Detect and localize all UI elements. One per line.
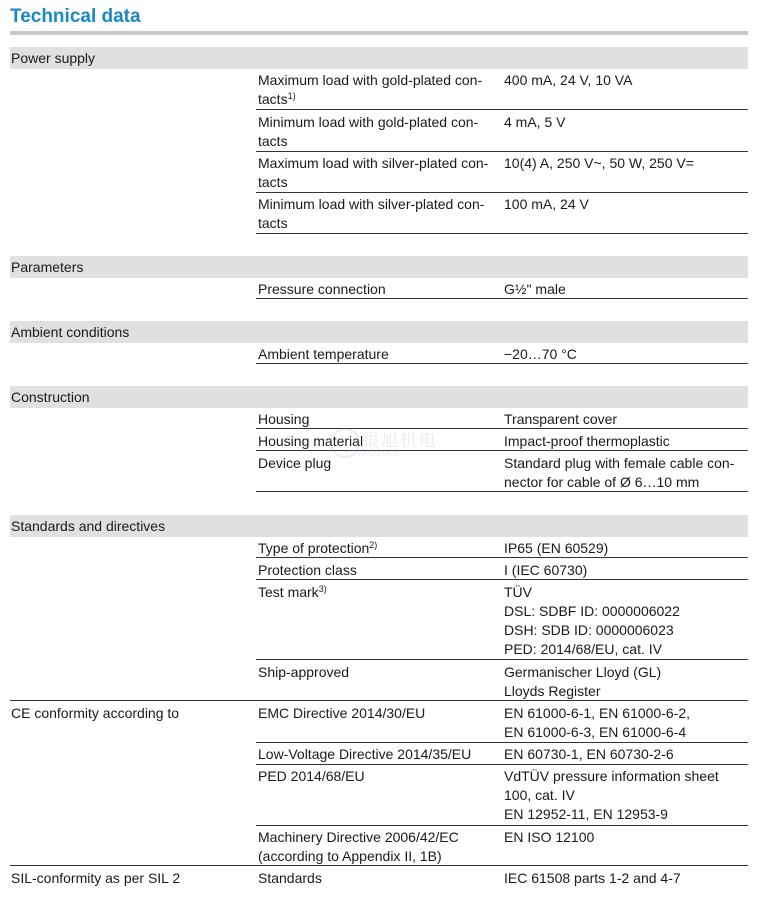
spec-value-protection-class: I (IEC 60730) <box>504 562 588 578</box>
spec-label-max-load-silver: Maximum load with silver-plated con- tacts <box>258 155 489 190</box>
spec-value-housing-material: Impact-proof thermoplastic <box>504 433 670 449</box>
spec-value-housing: Transparent cover <box>504 411 618 427</box>
section-title: Parameters <box>11 259 84 275</box>
watermark-cn-text: 银旭机电 <box>362 431 438 451</box>
spec-label-min-load-silver: Minimum load with silver-plated con- tacts <box>258 196 485 231</box>
side-label-sil-conformity: SIL-conformity as per SIL 2 <box>11 870 181 886</box>
row-divider <box>256 764 748 765</box>
spec-value-low-voltage-directive: EN 60730-1, EN 60730-2-6 <box>504 746 674 762</box>
section-title: Construction <box>11 389 90 405</box>
spec-value-device-plug: Standard plug with female cable con- nector for cable of Ø 6…10 mm <box>504 455 735 490</box>
side-label-ce-conformity: CE conformity according to <box>11 705 180 721</box>
row-divider <box>256 825 748 826</box>
spec-label-emc-directive: EMC Directive 2014/30/EU <box>258 705 426 721</box>
spec-value-emc-directive: EN 61000-6-1, EN 61000-6-2, EN 61000-6-3, EN 61000-6-4 <box>504 705 690 740</box>
section-header-parameters <box>10 256 748 278</box>
row-divider <box>10 700 748 701</box>
section-header-construction <box>10 386 748 408</box>
spec-label-max-load-gold: Maximum load with gold-plated con- tacts$^{1)}$ <box>258 72 483 107</box>
spec-value-ped-directive: VdTÜV pressure information sheet 100, cat. IV EN 12952-11, EN 12953-9 <box>504 768 719 822</box>
row-divider <box>256 151 748 152</box>
page-title: Technical data <box>10 6 141 27</box>
row-divider <box>10 865 748 866</box>
spec-value-ambient-temperature: −20…70 °C <box>504 346 577 362</box>
row-divider <box>256 579 748 580</box>
spec-value-machinery-directive: EN ISO 12100 <box>504 829 595 845</box>
footnote-marker: 3) <box>318 584 327 594</box>
section-header-power-supply <box>10 47 748 69</box>
spec-label-ambient-temperature: Ambient temperature <box>258 346 389 362</box>
spec-value-sil-standards: IEC 61508 parts 1-2 and 4-7 <box>504 870 681 886</box>
row-divider <box>256 491 748 492</box>
row-divider <box>256 742 748 743</box>
section-header-standards <box>10 515 748 537</box>
spec-label-ped-directive: PED 2014/68/EU <box>258 768 365 784</box>
spec-value-max-load-silver: 10(4) A, 250 V~, 50 W, 250 V= <box>504 155 694 171</box>
spec-label-low-voltage-directive: Low-Voltage Directive 2014/35/EU <box>258 746 472 762</box>
row-divider <box>256 557 748 558</box>
section-title: Ambient conditions <box>11 324 130 340</box>
spec-value-pressure-connection: G½" male <box>504 281 566 297</box>
row-divider <box>256 298 748 299</box>
spec-value-min-load-silver: 100 mA, 24 V <box>504 196 589 212</box>
spec-label-min-load-gold: Minimum load with gold-plated con- tacts <box>258 114 479 149</box>
spec-value-max-load-gold: 400 mA, 24 V, 10 VA <box>504 72 633 88</box>
footnote-marker: 2) <box>369 540 378 550</box>
spec-label-test-mark: Test mark$^{3)}$ <box>258 584 327 600</box>
title-underline <box>10 31 748 35</box>
section-header-ambient <box>10 321 748 343</box>
section-title: Power supply <box>11 50 96 66</box>
section-title: Standards and directives <box>11 518 166 534</box>
row-divider <box>256 659 748 660</box>
row-divider <box>256 363 748 364</box>
spec-label-housing: Housing <box>258 411 310 427</box>
row-divider <box>256 233 748 234</box>
spec-label-housing-material: Housing material <box>258 433 364 449</box>
spec-label-machinery-directive: Machinery Directive 2006/42/EC (according to Appendix II, 1B) <box>258 829 459 864</box>
spec-value-ship-approved: Germanischer Lloyd (GL) Lloyds Register <box>504 664 662 699</box>
spec-label-sil-standards: Standards <box>258 870 322 886</box>
spec-value-type-of-protection: IP65 (EN 60529) <box>504 540 609 556</box>
spec-value-min-load-gold: 4 mA, 5 V <box>504 114 566 130</box>
spec-label-protection-class: Protection class <box>258 562 357 578</box>
spec-label-ship-approved: Ship-approved <box>258 664 350 680</box>
footnote-marker: 1) <box>287 91 296 101</box>
spec-value-test-mark: TÜV DSL: SDBF ID: 0000006022 DSH: SDB ID: 0000006023 PED: 2014/68/EU, cat. IV <box>504 584 680 657</box>
row-divider <box>256 109 748 110</box>
row-divider <box>256 192 748 193</box>
spec-label-device-plug: Device plug <box>258 455 332 471</box>
spec-label-type-of-protection: Type of protection$^{2)}$ <box>258 540 378 556</box>
row-divider <box>256 450 748 451</box>
watermark-brand-text: YINXUJIAN <box>344 448 401 458</box>
spec-label-pressure-connection: Pressure connection <box>258 281 386 297</box>
row-divider <box>256 428 748 429</box>
